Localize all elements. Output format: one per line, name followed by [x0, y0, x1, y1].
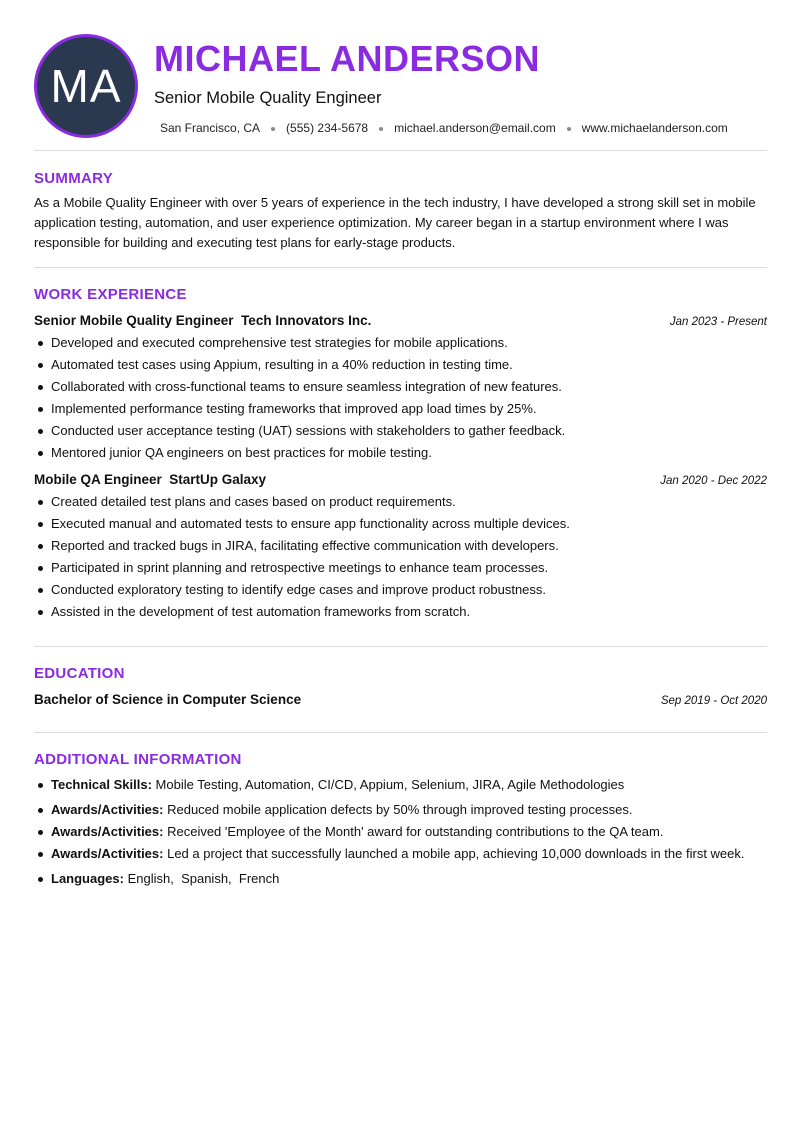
- separator-dot: [271, 127, 275, 131]
- info-text: Mobile Testing, Automation, CI/CD, Appium, Selenium, JIRA, Agile Methodologies: [155, 777, 625, 792]
- list-item: [34, 799, 767, 821]
- section-title-education: EDUCATION: [34, 665, 125, 682]
- list-item: Collaborated with cross-functional teams to ensure seamless integration of new features.: [34, 376, 767, 398]
- list-item: [34, 774, 767, 796]
- education-section: [34, 647, 767, 707]
- summary-section: [34, 151, 767, 253]
- job-role: Mobile QA Engineer: [34, 472, 162, 487]
- list-item: Implemented performance testing frameworks that improved app load times by 25%.: [34, 398, 767, 420]
- info-text: Led a project that successfully launched a mobile app, achieving 10,000 downloads in the first week.: [167, 846, 745, 861]
- info-text: Received 'Employee of the Month' award for outstanding contributions to the QA team.: [167, 824, 664, 839]
- job-dates: Jan 2020 - Dec 2022: [660, 475, 767, 487]
- list-item: Executed manual and automated tests to ensure app functionality across multiple devices.: [34, 513, 767, 535]
- list-item: [34, 868, 767, 890]
- contact-info: [160, 121, 728, 135]
- candidate-name: MICHAEL ANDERSON: [154, 38, 541, 79]
- section-title-additional: ADDITIONAL INFORMATION: [34, 751, 242, 768]
- candidate-title: Senior Mobile Quality Engineer: [154, 89, 382, 107]
- info-text: English, Spanish, French: [127, 871, 280, 886]
- education-entry: [34, 692, 767, 707]
- job-role: Senior Mobile Quality Engineer: [34, 313, 234, 328]
- contact-email[interactable]: michael.anderson@email.com: [394, 121, 556, 135]
- avatar: [34, 34, 138, 138]
- list-item: Created detailed test plans and cases based on product requirements.: [34, 491, 767, 513]
- job-company: Tech Innovators Inc.: [241, 313, 372, 328]
- job-header: [34, 313, 767, 328]
- job-company: StartUp Galaxy: [169, 472, 267, 487]
- separator-dot: [567, 127, 571, 131]
- contact-website[interactable]: www.michaelanderson.com: [581, 121, 728, 135]
- job-header: [34, 472, 767, 487]
- section-title-summary: SUMMARY: [34, 170, 114, 187]
- additional-section: [34, 733, 767, 890]
- list-item: Conducted user acceptance testing (UAT) sessions with stakeholders to gather feedback.: [34, 420, 767, 442]
- resume-header: [34, 34, 767, 144]
- separator-dot: [379, 127, 383, 131]
- list-item: [34, 843, 767, 865]
- list-item: Mentored junior QA engineers on best practices for mobile testing.: [34, 442, 767, 464]
- list-item: Developed and executed comprehensive test strategies for mobile applications.: [34, 332, 767, 354]
- list-item: Assisted in the development of test automation frameworks from scratch.: [34, 601, 767, 623]
- summary-text: As a Mobile Quality Engineer with over 5 years of experience in the tech industry, I have developed a strong skill set in mobile application testing, automation, and user experience optimization. My career began in a startup environment where I was responsible for building and executing test plans for early-stage products.: [34, 195, 756, 250]
- job-title-line: [34, 313, 371, 328]
- job-dates: Jan 2023 - Present: [669, 316, 767, 328]
- resume-page: [34, 34, 767, 890]
- contact-location: San Francisco, CA: [160, 121, 261, 135]
- job-entry: [34, 472, 767, 623]
- job-entry: [34, 313, 767, 464]
- info-label: Awards/Activities:: [51, 846, 164, 861]
- additional-list: [34, 774, 767, 890]
- list-item: Participated in sprint planning and retrospective meetings to enhance team processes.: [34, 557, 767, 579]
- list-item: Reported and tracked bugs in JIRA, facilitating effective communication with developers.: [34, 535, 767, 557]
- education-degree: Bachelor of Science in Computer Science: [34, 692, 302, 707]
- job-bullets: [34, 332, 767, 464]
- avatar-initials: MA: [50, 60, 122, 112]
- experience-section: [34, 268, 767, 623]
- list-item: Conducted exploratory testing to identify edge cases and improve product robustness.: [34, 579, 767, 601]
- section-title-experience: WORK EXPERIENCE: [34, 286, 187, 303]
- contact-phone: (555) 234-5678: [286, 121, 369, 135]
- list-item: [34, 821, 767, 843]
- education-dates: Sep 2019 - Oct 2020: [660, 695, 767, 707]
- info-text: Reduced mobile application defects by 50% through improved testing processes.: [167, 802, 633, 817]
- list-item: Automated test cases using Appium, resulting in a 40% reduction in testing time.: [34, 354, 767, 376]
- info-label: Languages:: [51, 871, 124, 886]
- info-label: Awards/Activities:: [51, 802, 164, 817]
- job-bullets: [34, 491, 767, 623]
- info-label: Awards/Activities:: [51, 824, 164, 839]
- job-title-line: [34, 472, 266, 487]
- info-label: Technical Skills:: [51, 777, 152, 792]
